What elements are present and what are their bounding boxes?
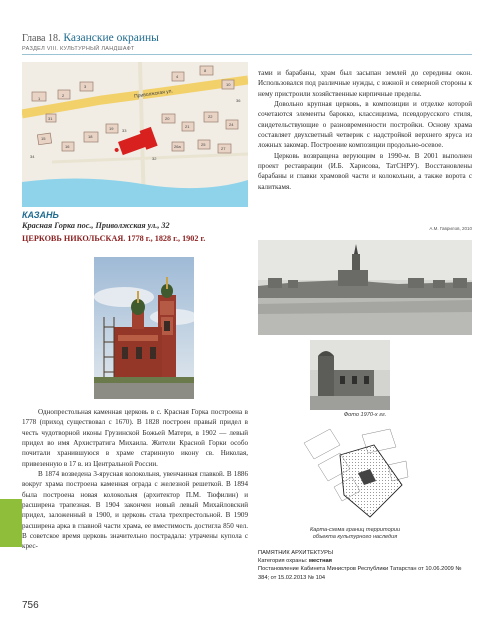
historic-photo-1970s: [310, 340, 390, 410]
section-label: РАЗДЕЛ VIII. КУЛЬТУРНЫЙ ЛАНДШАФТ: [22, 46, 135, 52]
category-value: местная: [308, 558, 332, 565]
map-house-number: 4: [176, 74, 179, 79]
map-house-number: 34: [30, 154, 35, 159]
map-drawing: [22, 62, 248, 207]
map-house-number: 1: [38, 96, 41, 101]
location-map: [22, 62, 248, 207]
map-house-number: 21: [185, 124, 190, 129]
paragraph: Однопрестольная каменная церковь в с. Красная Горка построена в 1778 (приход существовал с 1670). В 1828 построен правый придел в честь чудотворной иконы Грузинской Божьей Матери, в 1902 — левый придел во имя Архистратига Михаила. Жители Красной Горки особо почитали хранившуюся в храме старинную икону св. Николая, привезенную в 17 в. из Центральной России.: [22, 408, 248, 468]
map-house-number: 8: [204, 68, 207, 73]
map-house-number: 3: [84, 84, 87, 89]
category-label: Категория охраны:: [258, 558, 309, 565]
map-house-number: 19: [109, 126, 114, 131]
chapter-number: Глава 18.: [22, 33, 61, 44]
map-house-number: 2: [62, 93, 65, 98]
monument-heading: ПАМЯТНИК АРХИТЕКТУРЫ: [258, 550, 333, 556]
map-house-number: 33: [122, 128, 127, 133]
church-title: [22, 234, 205, 243]
page-number: 756: [22, 600, 39, 611]
map-house-number: 16: [65, 144, 70, 149]
map-street-label: Приволжская ул.: [133, 88, 174, 100]
map-house-number: 15: [41, 136, 46, 141]
map-house-number: 36: [236, 98, 241, 103]
boundary-scheme-drawing: [300, 425, 410, 525]
map-house-number: 22: [208, 114, 213, 119]
chapter-heading: [22, 32, 159, 44]
chapter-tab: [0, 499, 22, 547]
historic-photo-1970s-drawing: [310, 340, 390, 410]
paragraph: Довольно крупная церковь, в композиции и отделке которой сочетаются элементы барокко, классицизма, псевдорусского стиля, свидетельствующие о разновременности постройки. Основу храма составляет двухсветный четверик с надстройкой верхнего яруса из ложных закомар. Построение композиции продольно-осевое.: [258, 100, 472, 150]
historic-photo-landscape: [258, 240, 472, 335]
church-dates: 1778 г., 1828 г., 1902 г.: [125, 234, 206, 243]
paragraph: тами и барабаны, храм был засыпан землей до середины окон. Использовался под различные нужды, с южной и северной стороны к нему пристроили хозяйственные кирпичные пределы.: [258, 69, 472, 98]
historic-photo-landscape-drawing: [258, 240, 472, 335]
church-photo: [94, 257, 194, 399]
map-house-number: 25: [201, 142, 206, 147]
city-heading: КАЗАНЬ: [22, 210, 59, 220]
map-house-number: 10: [226, 82, 231, 87]
boundary-scheme: [300, 425, 410, 525]
map-house-number: 26а: [174, 144, 181, 149]
monument-category: [258, 557, 472, 565]
map-house-number: 31: [48, 116, 53, 121]
map-house-number: 24: [229, 122, 234, 127]
body-text-right: [258, 68, 472, 192]
monument-info: [258, 549, 472, 582]
chapter-title: Казанские окраины: [63, 32, 159, 44]
author-credit: А.М. Гаврилов, 2010: [429, 226, 472, 231]
map-house-number: 32: [152, 156, 157, 161]
header-rule: [22, 54, 472, 55]
monument-decree: Постановление Кабинета Министров Республики Татарстан от 10.06.2009 № 384; от 15.02.2013 № 104: [258, 566, 462, 581]
map-house-number: 27: [221, 146, 226, 151]
body-text-left: [22, 407, 248, 552]
paragraph: Церковь возвращена верующим в 1990-м. В 2001 выполнен проект реставрации (И.Б. Харисова, ТатСНРУ). Восстановлены барабаны и главки храмовой части и колокольни, а также ворота с калиткамя.: [258, 151, 472, 191]
address: Красная Горка пос., Приволжская ул., 32: [22, 221, 170, 230]
map-house-number: 20: [165, 116, 170, 121]
paragraph: В 1874 возведена 3-ярусная колокольня, увенчанная главкой. В 1886 вокруг храма построена каменная ограда с железной решеткой. В 1894 была построена новая колокольня (архитектор П.М. Тюфилин) и расширена трапезная. В 1904 закончен новый левый Михайловский придел, заложенный в 1900, и церковь стала трехпрестольной. В 1909 расширена арка в главной части храма, ее вместимость достигла 850 чел. В советское время церковь значительно пострадала: утрачены купола с крес-: [22, 470, 248, 551]
map-house-number: 18: [88, 134, 93, 139]
church-name: ЦЕРКОВЬ НИКОЛЬСКАЯ.: [22, 234, 126, 243]
church-photo-drawing: [94, 257, 194, 399]
caption-old-photo: Фото 1970-х гг.: [343, 412, 387, 418]
caption-scheme: Карта-схема границ территории объекта культурного наследия: [309, 527, 401, 540]
